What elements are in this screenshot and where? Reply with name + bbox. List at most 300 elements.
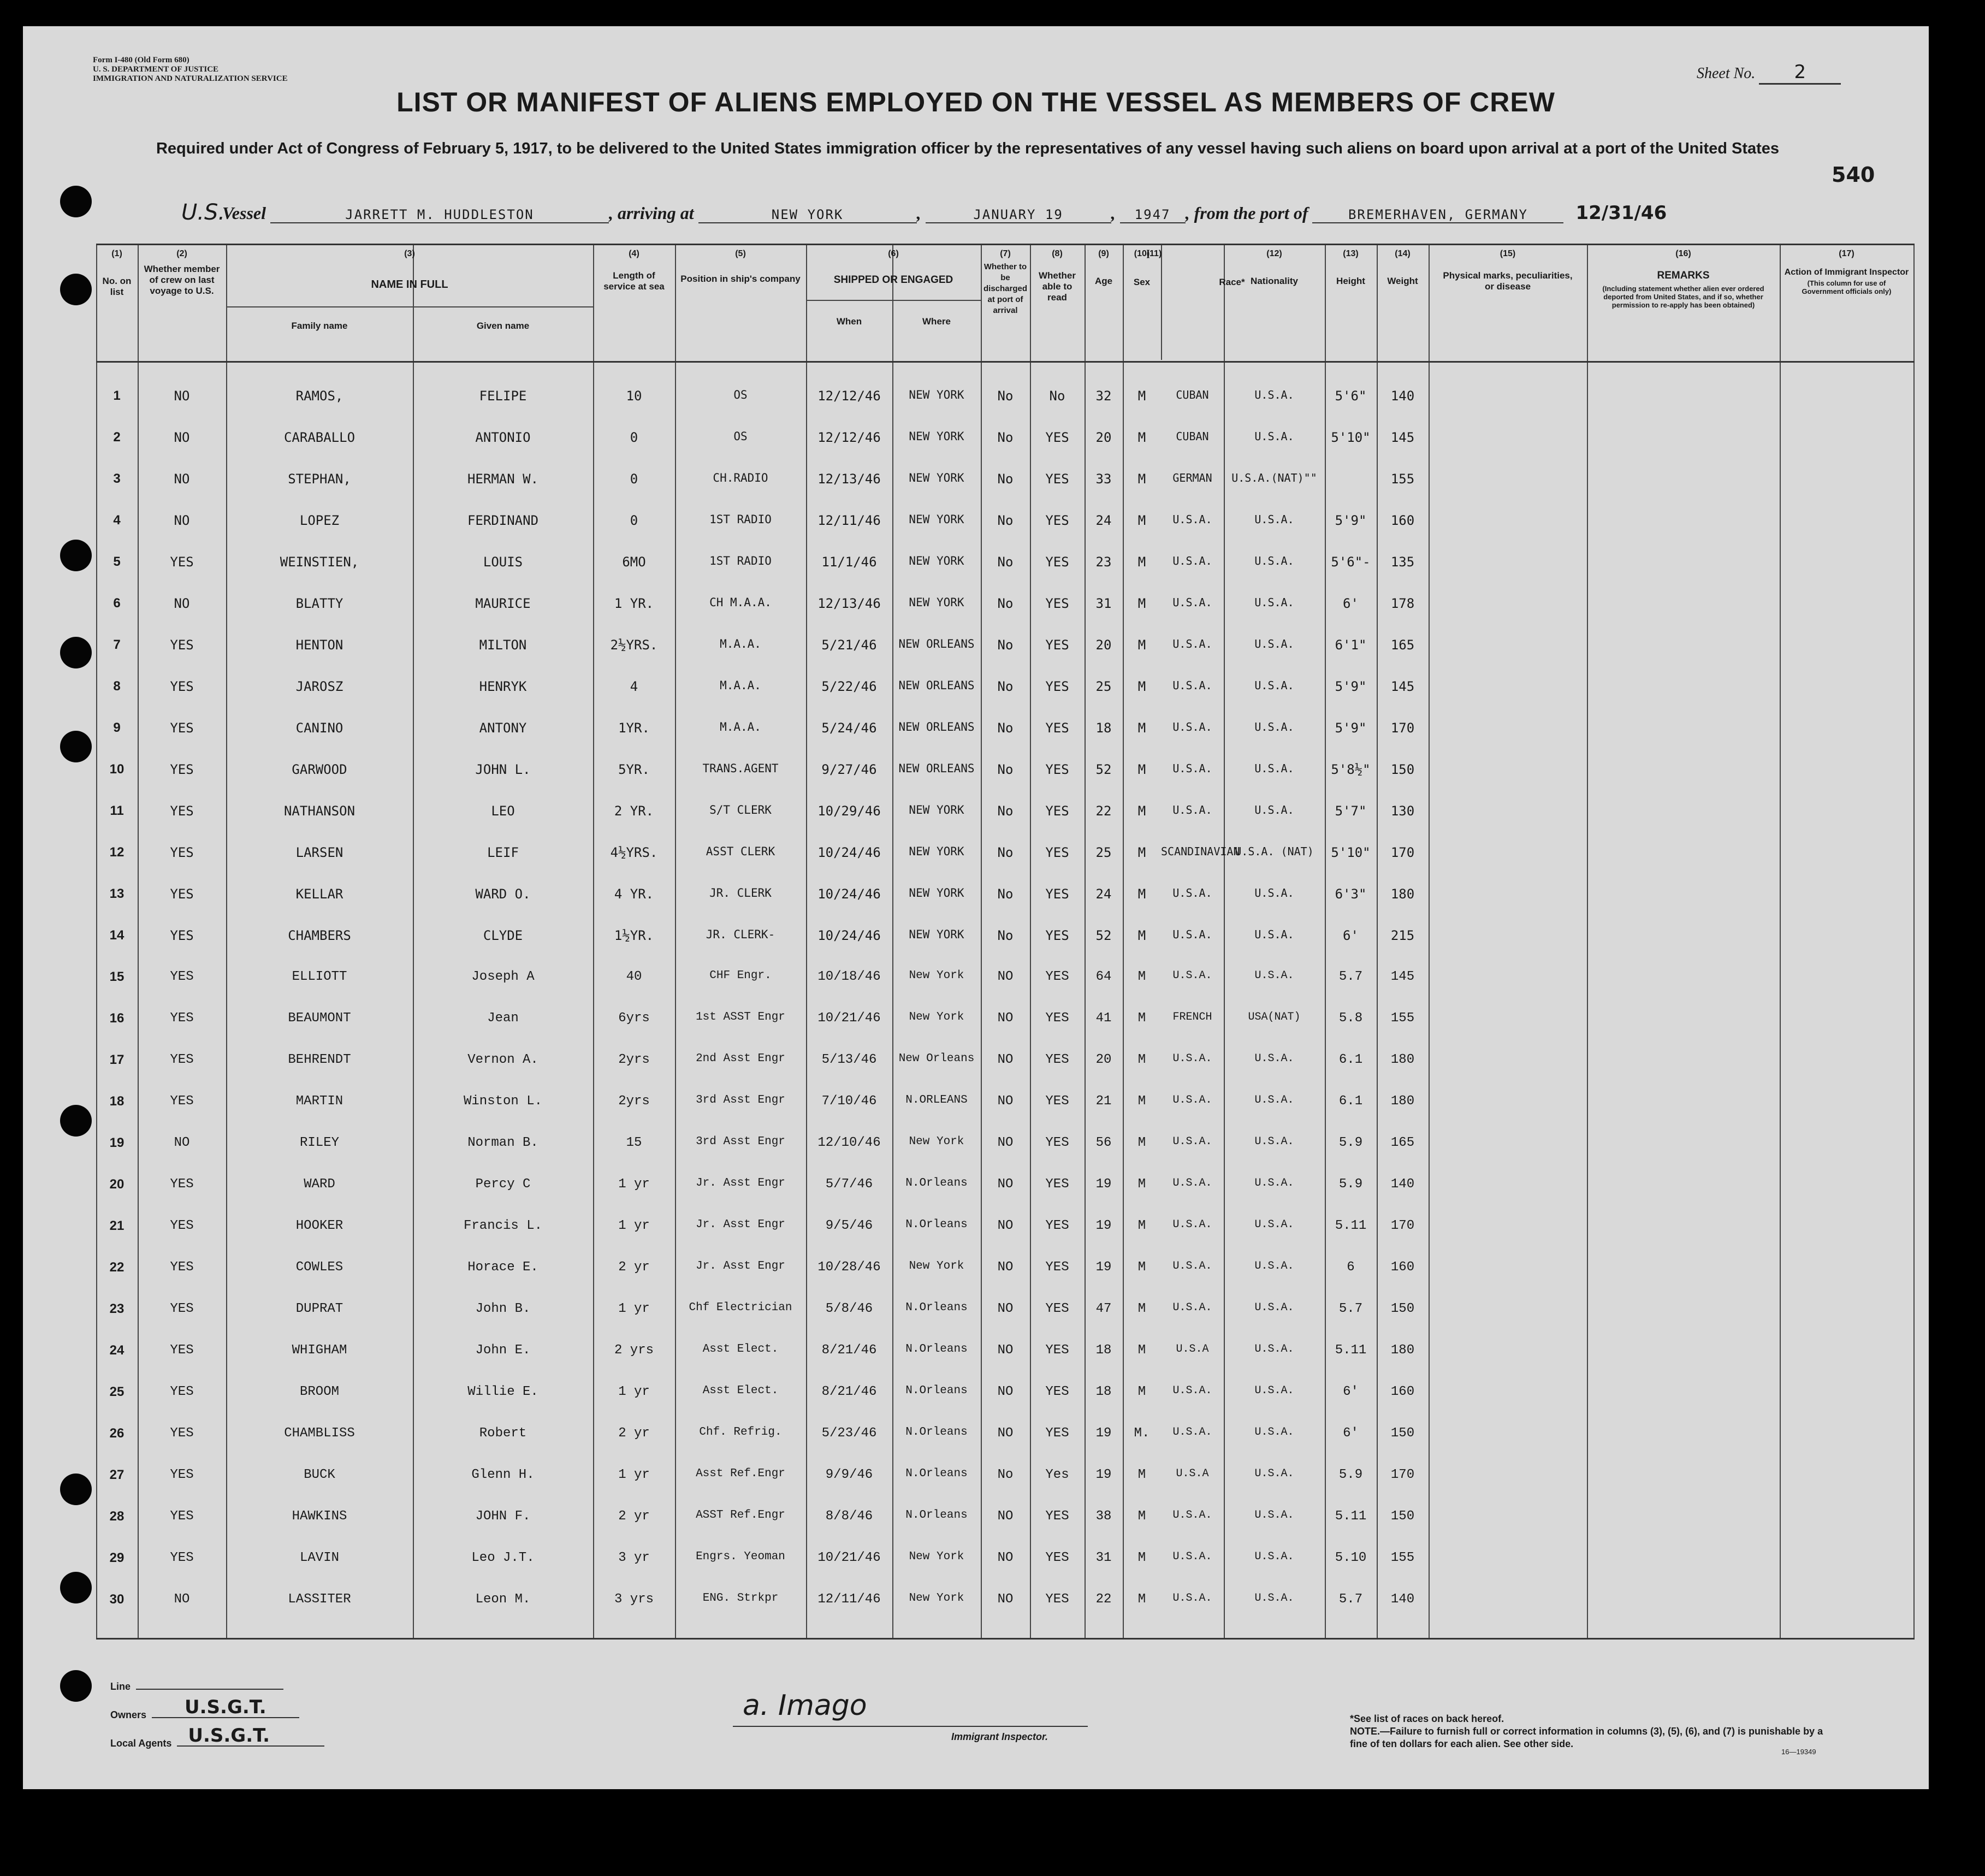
cell-sex: M bbox=[1137, 1260, 1146, 1275]
cell-nationality: U.S.A. bbox=[1254, 1218, 1294, 1231]
cell-position: 1st ASST Engr bbox=[696, 1011, 785, 1023]
cell-weight: 155 bbox=[1390, 1550, 1415, 1565]
cell-given: CLYDE bbox=[483, 928, 523, 943]
cell-no: 12 bbox=[109, 845, 125, 860]
cell-height: 5.7 bbox=[1338, 1301, 1363, 1316]
cell-where: N.Orleans bbox=[905, 1218, 968, 1231]
stamp-number: 540 bbox=[1832, 163, 1875, 187]
cell-discharged: No bbox=[997, 471, 1014, 487]
footnote bbox=[1350, 1713, 1841, 1750]
cell-weight: 170 bbox=[1390, 845, 1415, 860]
cell-service: 6MO bbox=[622, 554, 646, 570]
vessel-name: JARRETT M. HUDDLESTON bbox=[270, 207, 609, 223]
column-header-height: (13) Height bbox=[1336, 249, 1365, 286]
cell-read: YES bbox=[1045, 1592, 1069, 1607]
cell-position: Asst Ref.Engr bbox=[696, 1467, 785, 1480]
cell-height: 6' bbox=[1343, 1384, 1359, 1399]
column-header-position: (5) Position in ship's company bbox=[680, 249, 801, 284]
cell-given: Willie E. bbox=[467, 1384, 538, 1399]
cell-weight: 155 bbox=[1390, 471, 1415, 487]
cell-discharged: NO bbox=[997, 1011, 1014, 1026]
column-header-discharged: (7) Whether to be discharged at port of arrival bbox=[983, 249, 1028, 315]
cell-race: U.S.A. bbox=[1172, 596, 1212, 609]
cell-crew: NO bbox=[174, 1135, 190, 1150]
cell-when: 5/13/46 bbox=[821, 1052, 877, 1067]
cell-when: 9/9/46 bbox=[825, 1467, 873, 1482]
cell-when: 5/22/46 bbox=[821, 679, 877, 694]
penalty-note: NOTE.—Failure to furnish full or correct information in columns (3), (5), (6), and (7) is punishable by a fine of ten dollars for each alien. See other side. bbox=[1350, 1726, 1823, 1749]
cell-service: 0 bbox=[630, 513, 638, 528]
cell-read: YES bbox=[1045, 596, 1069, 611]
cell-no: 14 bbox=[109, 928, 125, 943]
cell-when: 10/24/46 bbox=[817, 845, 881, 860]
print-code: 16—19349 bbox=[1781, 1748, 1816, 1756]
cell-height: 6'3" bbox=[1335, 886, 1367, 902]
cell-service: 1 yr bbox=[618, 1467, 650, 1482]
cell-family: WEINSTIEN, bbox=[280, 554, 359, 570]
cell-discharged: NO bbox=[997, 1135, 1014, 1150]
owners-value: U.S.G.T. bbox=[185, 1696, 266, 1718]
cell-age: 20 bbox=[1095, 430, 1112, 445]
cell-when: 5/8/46 bbox=[825, 1301, 873, 1316]
cell-where: NEW ORLEANS bbox=[898, 762, 975, 775]
cell-race: U.S.A. bbox=[1172, 1592, 1212, 1605]
cell-no: 11 bbox=[110, 803, 124, 818]
cell-weight: 155 bbox=[1390, 1011, 1415, 1026]
cell-discharged: NO bbox=[997, 1509, 1014, 1524]
cell-when: 7/10/46 bbox=[821, 1094, 877, 1109]
department-name: U. S. DEPARTMENT OF JUSTICE bbox=[93, 65, 219, 74]
cell-race: U.S.A bbox=[1176, 1467, 1209, 1480]
cell-sex: M bbox=[1137, 803, 1146, 819]
cell-read: YES bbox=[1045, 803, 1069, 819]
cell-service: 2 YR. bbox=[614, 803, 654, 819]
cell-crew: NO bbox=[174, 471, 190, 487]
cell-family: LAVIN bbox=[299, 1550, 339, 1565]
column-header-crew: (2) Whether member of crew on last voyage to U.S. bbox=[144, 249, 220, 296]
cell-where: NEW ORLEANS bbox=[898, 720, 975, 733]
cell-height: 6' bbox=[1343, 596, 1359, 611]
cell-service: 4 bbox=[630, 679, 638, 694]
cell-discharged: No bbox=[997, 1467, 1014, 1482]
cell-crew: YES bbox=[170, 803, 194, 819]
cell-when: 8/21/46 bbox=[821, 1384, 877, 1399]
cell-crew: NO bbox=[174, 596, 190, 611]
cell-age: 38 bbox=[1095, 1509, 1112, 1524]
cell-when: 8/8/46 bbox=[825, 1509, 873, 1524]
cell-where: New Orleans bbox=[898, 1052, 975, 1065]
cell-no: 21 bbox=[109, 1218, 125, 1233]
table-row bbox=[96, 1538, 1915, 1580]
cell-sex: M bbox=[1137, 1592, 1146, 1607]
cell-crew: YES bbox=[170, 969, 194, 984]
cell-no: 8 bbox=[113, 679, 121, 694]
cell-height: 6' bbox=[1343, 1426, 1359, 1441]
cell-weight: 180 bbox=[1390, 1094, 1415, 1109]
cell-family: RAMOS, bbox=[295, 388, 343, 404]
cell-nationality: U.S.A. bbox=[1254, 1467, 1294, 1480]
table-row bbox=[96, 708, 1915, 750]
agents-field: Local Agents U.S.G.T. bbox=[110, 1738, 324, 1749]
cell-where: NEW YORK bbox=[909, 886, 964, 899]
cell-position: OS bbox=[733, 430, 748, 443]
cell-where: New York bbox=[909, 1592, 964, 1605]
form-number: Form I-480 (Old Form 680) bbox=[93, 56, 189, 64]
cell-weight: 170 bbox=[1390, 1467, 1415, 1482]
cell-family: DUPRAT bbox=[295, 1301, 343, 1316]
cell-crew: YES bbox=[170, 845, 194, 860]
cell-weight: 150 bbox=[1390, 1509, 1415, 1524]
cell-discharged: No bbox=[997, 596, 1014, 611]
cell-given: MILTON bbox=[479, 637, 527, 653]
cell-discharged: NO bbox=[997, 1384, 1014, 1399]
cell-family: JAROSZ bbox=[295, 679, 343, 694]
arrival-year: 1947 bbox=[1120, 207, 1186, 223]
cell-height: 6'1" bbox=[1335, 637, 1367, 653]
cell-read: YES bbox=[1045, 720, 1069, 736]
cell-age: 33 bbox=[1095, 471, 1112, 487]
cell-crew: YES bbox=[170, 554, 194, 570]
cell-read: YES bbox=[1045, 1384, 1069, 1399]
cell-given: JOHN L. bbox=[475, 762, 531, 777]
column-header-race: (11) Race* bbox=[1146, 249, 1245, 287]
cell-discharged: No bbox=[997, 845, 1014, 860]
cell-service: 1YR. bbox=[618, 720, 650, 736]
cell-position: CH.RADIO bbox=[713, 471, 768, 484]
cell-crew: YES bbox=[170, 1260, 194, 1275]
cell-crew: YES bbox=[170, 1509, 194, 1524]
cell-race: GERMAN bbox=[1172, 471, 1212, 484]
cell-weight: 165 bbox=[1390, 1135, 1415, 1150]
cell-discharged: No bbox=[997, 803, 1014, 819]
cell-race: FRENCH bbox=[1172, 1011, 1212, 1023]
cell-position: M.A.A. bbox=[720, 679, 761, 692]
cell-weight: 180 bbox=[1390, 1343, 1415, 1358]
column-header-shipped: (6) SHIPPED OR ENGAGED When Where bbox=[806, 245, 981, 360]
cell-where: New York bbox=[909, 1011, 964, 1023]
cell-no: 26 bbox=[109, 1426, 125, 1441]
cell-family: GARWOOD bbox=[292, 762, 347, 777]
table-row bbox=[96, 418, 1915, 459]
cell-where: New York bbox=[909, 1550, 964, 1563]
cell-given: WARD O. bbox=[475, 886, 531, 902]
cell-crew: YES bbox=[170, 1467, 194, 1482]
cell-sex: M. bbox=[1134, 1426, 1150, 1441]
cell-read: YES bbox=[1045, 637, 1069, 653]
cell-crew: YES bbox=[170, 762, 194, 777]
cell-weight: 145 bbox=[1390, 430, 1415, 445]
column-header-weight: (14) Weight bbox=[1387, 249, 1418, 286]
cell-race: U.S.A bbox=[1176, 1343, 1209, 1356]
table-row bbox=[96, 833, 1915, 874]
cell-nationality: U.S.A. bbox=[1254, 1384, 1294, 1397]
cell-age: 52 bbox=[1095, 928, 1112, 943]
cell-read: No bbox=[1049, 388, 1065, 404]
cell-sex: M bbox=[1137, 1094, 1146, 1109]
cell-service: 4 YR. bbox=[614, 886, 654, 902]
cell-race: U.S.A. bbox=[1172, 1052, 1212, 1065]
cell-weight: 165 bbox=[1390, 637, 1415, 653]
cell-weight: 180 bbox=[1390, 886, 1415, 902]
cell-nationality: U.S.A. bbox=[1254, 1592, 1294, 1605]
column-header-no: (1) No. on list bbox=[102, 249, 132, 297]
cell-family: BLATTY bbox=[295, 596, 343, 611]
table-row bbox=[96, 874, 1915, 916]
cell-service: 0 bbox=[630, 471, 638, 487]
vessel-prefix-handwritten: U.S. bbox=[181, 200, 226, 225]
cell-height: 5'7" bbox=[1335, 803, 1367, 819]
cell-nationality: U.S.A. bbox=[1254, 554, 1294, 567]
cell-nationality: U.S.A. bbox=[1254, 969, 1294, 982]
cell-crew: YES bbox=[170, 1426, 194, 1441]
cell-when: 5/23/46 bbox=[821, 1426, 877, 1441]
cell-age: 18 bbox=[1095, 720, 1112, 736]
cell-height: 5'6" bbox=[1335, 388, 1367, 404]
cell-family: WARD bbox=[304, 1177, 335, 1192]
owners-field: Owners U.S.G.T. bbox=[110, 1709, 299, 1721]
cell-position: Jr. Asst Engr bbox=[696, 1218, 785, 1231]
cell-weight: 215 bbox=[1390, 928, 1415, 943]
cell-position: Jr. Asst Engr bbox=[696, 1260, 785, 1273]
cell-no: 15 bbox=[109, 969, 125, 984]
cell-when: 5/24/46 bbox=[821, 720, 877, 736]
cell-given: FELIPE bbox=[479, 388, 527, 404]
table-row bbox=[96, 376, 1915, 418]
cell-where: NEW YORK bbox=[909, 554, 964, 567]
cell-given: John B. bbox=[475, 1301, 531, 1316]
cell-when: 5/21/46 bbox=[821, 637, 877, 653]
cell-nationality: U.S.A. bbox=[1254, 720, 1294, 733]
cell-family: BUCK bbox=[304, 1467, 335, 1482]
cell-family: COWLES bbox=[295, 1260, 343, 1275]
cell-weight: 178 bbox=[1390, 596, 1415, 611]
cell-no: 3 bbox=[113, 471, 121, 486]
cell-weight: 150 bbox=[1390, 1301, 1415, 1316]
punch-hole bbox=[60, 1670, 92, 1702]
cell-discharged: NO bbox=[997, 1550, 1014, 1565]
service-name: IMMIGRATION AND NATURALIZATION SERVICE bbox=[93, 74, 288, 83]
cell-race: U.S.A. bbox=[1172, 554, 1212, 567]
table-row bbox=[96, 1206, 1915, 1248]
cell-where: N.ORLEANS bbox=[905, 1094, 968, 1106]
cell-weight: 140 bbox=[1390, 1592, 1415, 1607]
cell-read: YES bbox=[1045, 1509, 1069, 1524]
cell-race: U.S.A. bbox=[1172, 1094, 1212, 1106]
cell-when: 8/21/46 bbox=[821, 1343, 877, 1358]
cell-where: N.Orleans bbox=[905, 1426, 968, 1439]
cell-height: 6 bbox=[1347, 1260, 1355, 1275]
cell-height: 5'10" bbox=[1331, 430, 1371, 445]
cell-service: 2 yr bbox=[618, 1260, 650, 1275]
arrival-date: JANUARY 19 bbox=[926, 207, 1111, 223]
cell-crew: YES bbox=[170, 1094, 194, 1109]
cell-when: 10/18/46 bbox=[817, 969, 881, 984]
cell-position: 3rd Asst Engr bbox=[696, 1135, 785, 1148]
column-header-read: (8) Whether able to read bbox=[1039, 249, 1076, 303]
cell-race: U.S.A. bbox=[1172, 928, 1212, 941]
cell-given: Leon M. bbox=[475, 1592, 531, 1607]
cell-sex: M bbox=[1137, 928, 1146, 943]
cell-discharged: NO bbox=[997, 969, 1014, 984]
cell-age: 41 bbox=[1095, 1011, 1112, 1026]
cell-height: 5'8½" bbox=[1331, 762, 1371, 777]
cell-position: Asst Elect. bbox=[702, 1384, 779, 1397]
cell-position: 3rd Asst Engr bbox=[696, 1094, 785, 1106]
cell-sex: M bbox=[1137, 1509, 1146, 1524]
cell-position: JR. CLERK- bbox=[706, 928, 775, 941]
inspector-label: Immigrant Inspector. bbox=[951, 1731, 1048, 1742]
cell-race: U.S.A. bbox=[1172, 1426, 1212, 1439]
cell-where: NEW YORK bbox=[909, 513, 964, 526]
page-title: LIST OR MANIFEST OF ALIENS EMPLOYED ON THE VESSEL AS MEMBERS OF CREW bbox=[396, 87, 1555, 117]
from-port-label: from the port of bbox=[1194, 203, 1308, 223]
cell-nationality: U.S.A. bbox=[1254, 1426, 1294, 1439]
cell-age: 18 bbox=[1095, 1343, 1112, 1358]
cell-read: YES bbox=[1045, 1011, 1069, 1026]
cell-weight: 135 bbox=[1390, 554, 1415, 570]
column-header-nationality: (12) Nationality bbox=[1251, 249, 1298, 286]
cell-when: 12/12/46 bbox=[817, 388, 881, 404]
arriving-port: NEW YORK bbox=[698, 207, 917, 223]
cell-no: 24 bbox=[109, 1343, 125, 1358]
cell-no: 19 bbox=[109, 1135, 125, 1150]
cell-race: CUBAN bbox=[1176, 388, 1209, 401]
cell-read: YES bbox=[1045, 1094, 1069, 1109]
cell-discharged: No bbox=[997, 637, 1014, 653]
cell-position: OS bbox=[733, 388, 748, 401]
cell-weight: 140 bbox=[1390, 1177, 1415, 1192]
cell-race: U.S.A. bbox=[1172, 637, 1212, 650]
cell-sex: M bbox=[1137, 1384, 1146, 1399]
cell-family: RILEY bbox=[299, 1135, 339, 1150]
crew-table bbox=[96, 244, 1915, 1640]
cell-nationality: USA(NAT) bbox=[1248, 1011, 1301, 1023]
cell-height: 5.11 bbox=[1335, 1218, 1367, 1233]
table-row bbox=[96, 1497, 1915, 1538]
cell-sex: M bbox=[1137, 513, 1146, 528]
punch-hole bbox=[60, 1572, 92, 1603]
cell-nationality: U.S.A. bbox=[1254, 679, 1294, 692]
cell-weight: 150 bbox=[1390, 1426, 1415, 1441]
cell-sex: M bbox=[1137, 969, 1146, 984]
cell-age: 21 bbox=[1095, 1094, 1112, 1109]
cell-given: Horace E. bbox=[467, 1260, 538, 1275]
cell-discharged: NO bbox=[997, 1260, 1014, 1275]
cell-discharged: NO bbox=[997, 1426, 1014, 1441]
column-header-sex: (10) Sex bbox=[1123, 245, 1224, 360]
cell-age: 56 bbox=[1095, 1135, 1112, 1150]
table-row bbox=[96, 501, 1915, 542]
cell-no: 23 bbox=[109, 1301, 125, 1316]
cell-given: Glenn H. bbox=[471, 1467, 535, 1482]
cell-height: 5'9" bbox=[1335, 513, 1367, 528]
cell-race: U.S.A. bbox=[1172, 886, 1212, 899]
cell-where: NEW YORK bbox=[909, 596, 964, 609]
cell-where: N.Orleans bbox=[905, 1384, 968, 1397]
cell-given: Jean bbox=[487, 1011, 519, 1026]
cell-crew: YES bbox=[170, 720, 194, 736]
cell-where: NEW YORK bbox=[909, 430, 964, 443]
cell-discharged: NO bbox=[997, 1343, 1014, 1358]
cell-no: 7 bbox=[113, 637, 121, 652]
cell-position: 2nd Asst Engr bbox=[696, 1052, 785, 1065]
cell-when: 12/13/46 bbox=[817, 596, 881, 611]
cell-read: YES bbox=[1045, 1301, 1069, 1316]
line-field: Line bbox=[110, 1681, 283, 1692]
cell-height: 5.7 bbox=[1338, 969, 1363, 984]
cell-sex: M bbox=[1137, 430, 1146, 445]
cell-where: NEW YORK bbox=[909, 928, 964, 941]
cell-nationality: U.S.A. (NAT) bbox=[1235, 845, 1314, 858]
cell-when: 12/10/46 bbox=[817, 1135, 881, 1150]
cell-where: New York bbox=[909, 1260, 964, 1273]
cell-nationality: U.S.A. bbox=[1254, 886, 1294, 899]
cell-read: YES bbox=[1045, 1343, 1069, 1358]
cell-sex: M bbox=[1137, 1343, 1146, 1358]
punch-hole bbox=[60, 540, 92, 571]
table-row bbox=[96, 1082, 1915, 1123]
cell-where: N.Orleans bbox=[905, 1509, 968, 1522]
cell-given: ANTONIO bbox=[475, 430, 531, 445]
cell-when: 10/21/46 bbox=[817, 1011, 881, 1026]
table-row bbox=[96, 1580, 1915, 1621]
cell-height: 6' bbox=[1343, 928, 1359, 943]
cell-family: HAWKINS bbox=[292, 1509, 347, 1524]
cell-given: John E. bbox=[475, 1343, 531, 1358]
cell-no: 28 bbox=[109, 1509, 125, 1524]
cell-where: NEW ORLEANS bbox=[898, 637, 975, 650]
cell-crew: NO bbox=[174, 388, 190, 404]
cell-nationality: U.S.A. bbox=[1254, 430, 1294, 443]
cell-age: 19 bbox=[1095, 1467, 1112, 1482]
cell-weight: 140 bbox=[1390, 388, 1415, 404]
cell-read: YES bbox=[1045, 1550, 1069, 1565]
cell-height: 5.8 bbox=[1338, 1011, 1363, 1026]
cell-crew: YES bbox=[170, 637, 194, 653]
column-header-physical: (15) Physical marks, peculiarities, or disease bbox=[1443, 249, 1573, 292]
cell-discharged: No bbox=[997, 554, 1014, 570]
cell-given: Percy C bbox=[475, 1177, 531, 1192]
cell-height: 5'10" bbox=[1331, 845, 1371, 860]
cell-age: 18 bbox=[1095, 1384, 1112, 1399]
cell-service: 0 bbox=[630, 430, 638, 445]
cell-discharged: NO bbox=[997, 1592, 1014, 1607]
cell-discharged: No bbox=[997, 430, 1014, 445]
cell-crew: YES bbox=[170, 1301, 194, 1316]
cell-family: LASSITER bbox=[288, 1592, 351, 1607]
sheet-label: Sheet No. bbox=[1697, 65, 1756, 82]
cell-given: Leo J.T. bbox=[471, 1550, 535, 1565]
cell-height: 5'9" bbox=[1335, 720, 1367, 736]
cell-service: 1 YR. bbox=[614, 596, 654, 611]
cell-age: 22 bbox=[1095, 803, 1112, 819]
manifest-sheet bbox=[23, 26, 1929, 1789]
cell-when: 10/24/46 bbox=[817, 886, 881, 902]
cell-read: YES bbox=[1045, 1260, 1069, 1275]
cell-where: N.Orleans bbox=[905, 1301, 968, 1314]
cell-age: 19 bbox=[1095, 1260, 1112, 1275]
cell-sex: M bbox=[1137, 886, 1146, 902]
cell-position: 1ST RADIO bbox=[709, 513, 772, 526]
cell-when: 9/27/46 bbox=[821, 762, 877, 777]
cell-nationality: U.S.A. bbox=[1254, 637, 1294, 650]
cell-service: 1 yr bbox=[618, 1218, 650, 1233]
cell-race: U.S.A. bbox=[1172, 1301, 1212, 1314]
cell-where: N.Orleans bbox=[905, 1177, 968, 1189]
cell-read: YES bbox=[1045, 1052, 1069, 1067]
cell-age: 24 bbox=[1095, 886, 1112, 902]
table-row bbox=[96, 750, 1915, 791]
